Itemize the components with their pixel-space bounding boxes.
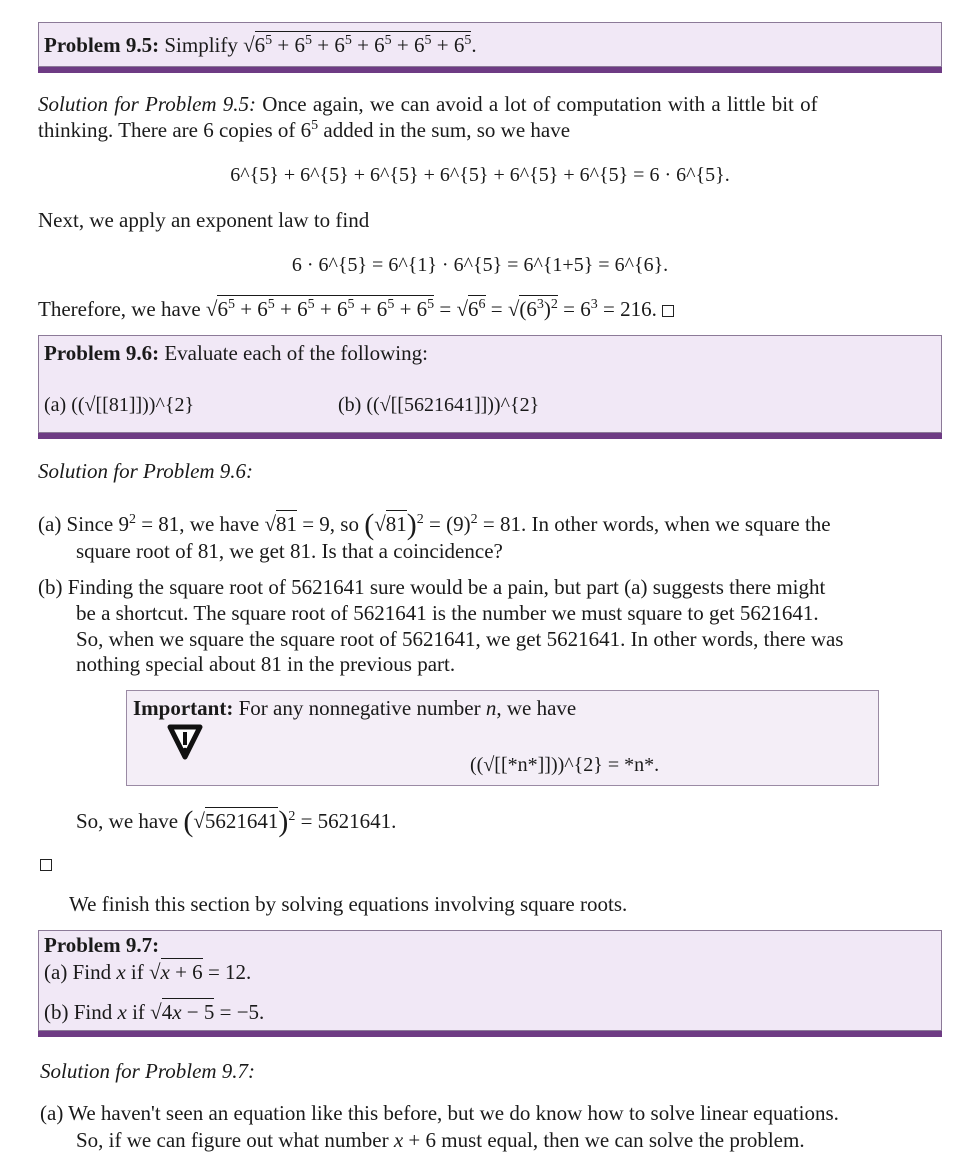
problem-9-6-title: Problem 9.6: Evaluate each of the following: [44, 341, 428, 365]
conclusion: Therefore, we have $√6^5 + 6^5 + 6^5 + 6^5 + 6^5 + 6^5 = √6^6 = √(6^3)^2 = 6^3 = 216$. [38, 297, 657, 321]
qed-square-icon [662, 305, 674, 317]
important-label: Important: For any nonnegative number n, we have [133, 696, 577, 720]
solution-text [38, 296, 674, 322]
important-equation: ((√[[*n*]]))^{2} = *n*. [470, 754, 660, 776]
warning-triangle-icon [164, 721, 206, 761]
solution-text: So, if we can figure out what number x + 6 must equal, then we can solve the problem. [76, 1128, 805, 1152]
problem-9-6-part-a: (a) ((√[[81]]))^{2} [44, 394, 195, 416]
solution-text: So, when we square the square root of 5621641, we get 5621641. In other words, there was [76, 627, 844, 651]
problem-9-5-title: Problem 9.5: Simplify $√6^5 + 6^5 + 6^5 + 6^5 + 6^5 + 6^5$. [44, 33, 477, 57]
problem-9-7-part-a: (a) Find x if √x + 6 = 12. [44, 960, 252, 984]
solution-text: nothing special about 81 in the previous part. [76, 652, 456, 676]
equation: 6 · 6^{5} = 6^{1} · 6^{5} = 6^{1+5} = 6^{6}. [291, 254, 669, 276]
solution-part-a: (a) We haven't seen an equation like this before, but we do know how to solve linear equations. [40, 1101, 839, 1125]
solution-text: be a shortcut. The square root of 5621641 is the number we must square to get 5621641. [76, 601, 819, 625]
solution-text: Solution for Problem 9.5: Once again, we can avoid a lot of computation with a little bit of [38, 92, 818, 116]
solution-part-b: (b) Finding the square root of 5621641 sure would be a pain, but part (a) suggests there might [38, 575, 826, 599]
problem-9-6-part-b: (b) ((√[[5621641]]))^{2} [338, 394, 540, 416]
problem-9-7-part-b: (b) Find x if √4x − 5 = −5. [44, 1000, 265, 1024]
solution-text: thinking. There are 6 copies of $6^5$ added in the sum, so we have [38, 118, 571, 142]
problem-9-7-title: Problem 9.7: [44, 933, 160, 957]
solution-heading: Solution for Problem 9.7: [40, 1059, 256, 1083]
equation: 6^{5} + 6^{5} + 6^{5} + 6^{5} + 6^{5} + 6^{5} = 6 · 6^{5}. [230, 164, 730, 186]
qed-square-icon [40, 859, 52, 871]
solution-text: So, we have $(√5621641)^2 = 5621641$. [76, 805, 397, 838]
solution-part-a: (a) Since $9^2 = 81$, we have √81 = 9, so $(√81)^2 = (9)^2 = 81$. In other words, when we square the [38, 508, 831, 541]
section-text: We finish this section by solving equations involving square roots. [69, 892, 628, 916]
solution-heading: Solution for Problem 9.6: [38, 459, 254, 483]
solution-text: Next, we apply an exponent law to find [38, 208, 370, 232]
solution-text: square root of 81, we get 81. Is that a coincidence? [76, 539, 503, 563]
